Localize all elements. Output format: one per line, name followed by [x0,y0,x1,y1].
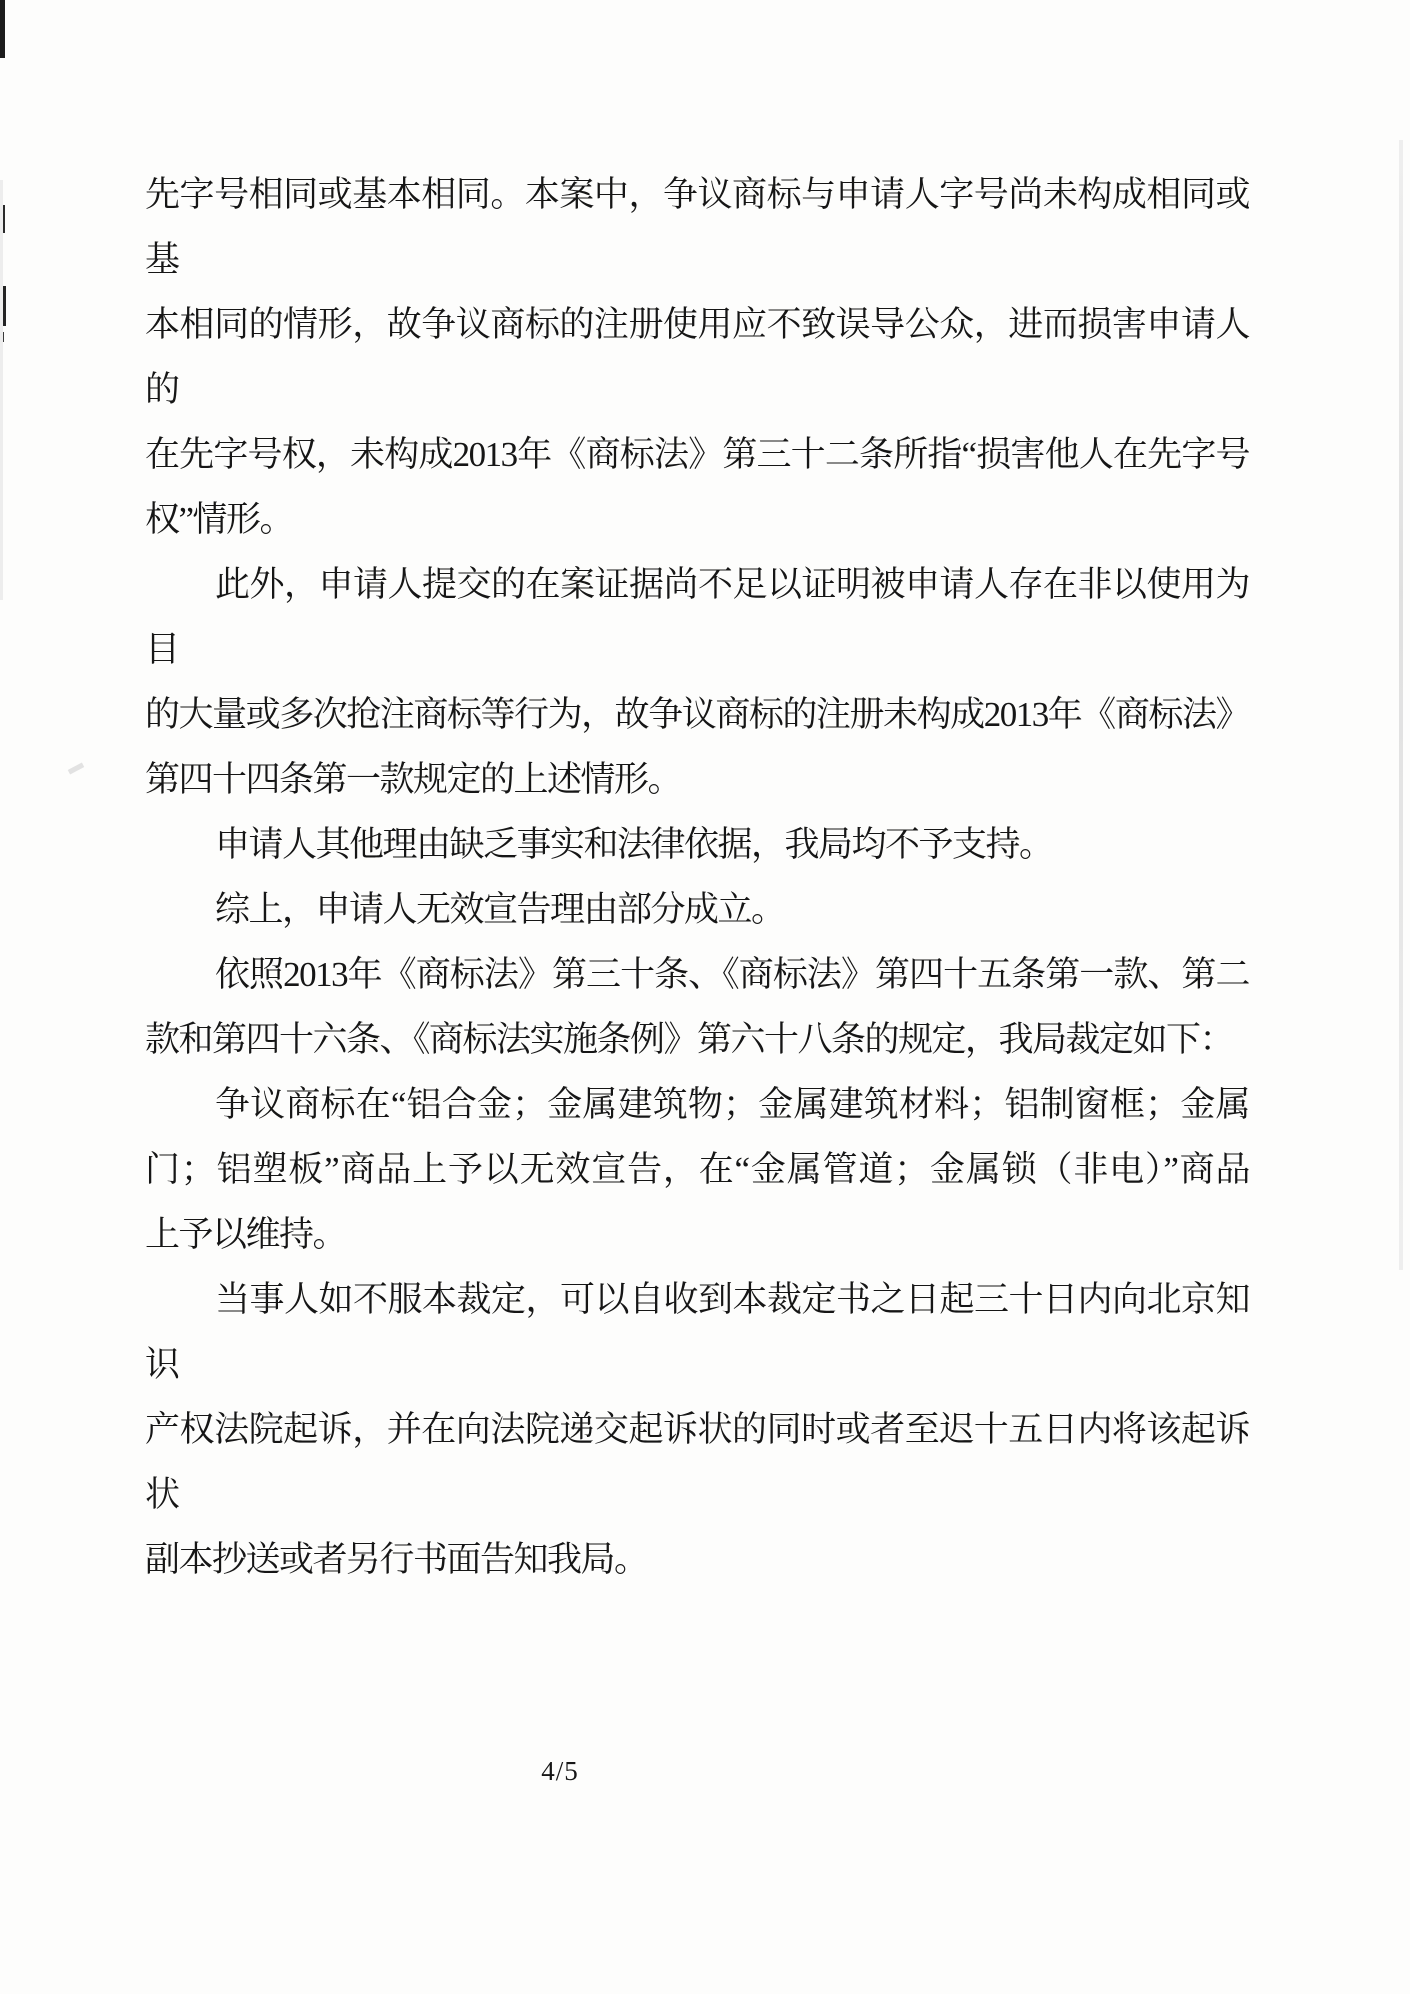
text-line: 产权法院起诉，并在向法院递交起诉状的同时或者至迟十五日内将该起诉状 [145,1410,1249,1514]
document-body [145,162,1249,1592]
text-line: 门；铝塑板”商品上予以无效宣告，在“金属管道；金属锁（非电）”商品 [145,1150,1249,1189]
scan-artifact-left-shade [0,180,3,600]
text-line: 权”情形。 [145,500,294,539]
text-line: 申请人其他理由缺乏事实和法律依据，我局均不予支持。 [215,825,1053,864]
text-line: 本相同的情形，故争议商标的注册使用应不致误导公众，进而损害申请人的 [145,305,1249,409]
text-line: 副本抄送或者另行书面告知我局。 [145,1540,648,1579]
text-line: 此外，申请人提交的在案证据尚不足以证明被申请人存在非以使用为目 [145,565,1249,669]
scan-artifact-smudge [68,763,84,775]
scan-artifact-right-line [1399,140,1403,1270]
text-line: 依照2013年《商标法》第三十条、《商标法》第四十五条第一款、第二 [215,955,1249,994]
text-line: 当事人如不服本裁定，可以自收到本裁定书之日起三十日内向北京知识 [145,1280,1249,1384]
text-line: 综上，申请人无效宣告理由部分成立。 [215,890,785,929]
text-line: 先字号相同或基本相同。本案中，争议商标与申请人字号尚未构成相同或基 [145,175,1249,279]
text-line: 的大量或多次抢注商标等行为，故争议商标的注册未构成2013年《商标法》 [145,695,1249,734]
text-line: 上予以维持。 [145,1215,347,1254]
text-line: 在先字号权，未构成2013年《商标法》第三十二条所指“损害他人在先字号 [145,435,1249,474]
text-line: 第四十四条第一款规定的上述情形。 [145,760,682,799]
scan-artifact-topleft-bar [0,0,5,58]
page-number: 4/5 [541,1756,579,1786]
text-line: 款和第四十六条、《商标法实施条例》第六十八条的规定，我局裁定如下： [145,1020,1234,1059]
text-line: 争议商标在“铝合金；金属建筑物；金属建筑材料；铝制窗框；金属 [215,1085,1249,1124]
